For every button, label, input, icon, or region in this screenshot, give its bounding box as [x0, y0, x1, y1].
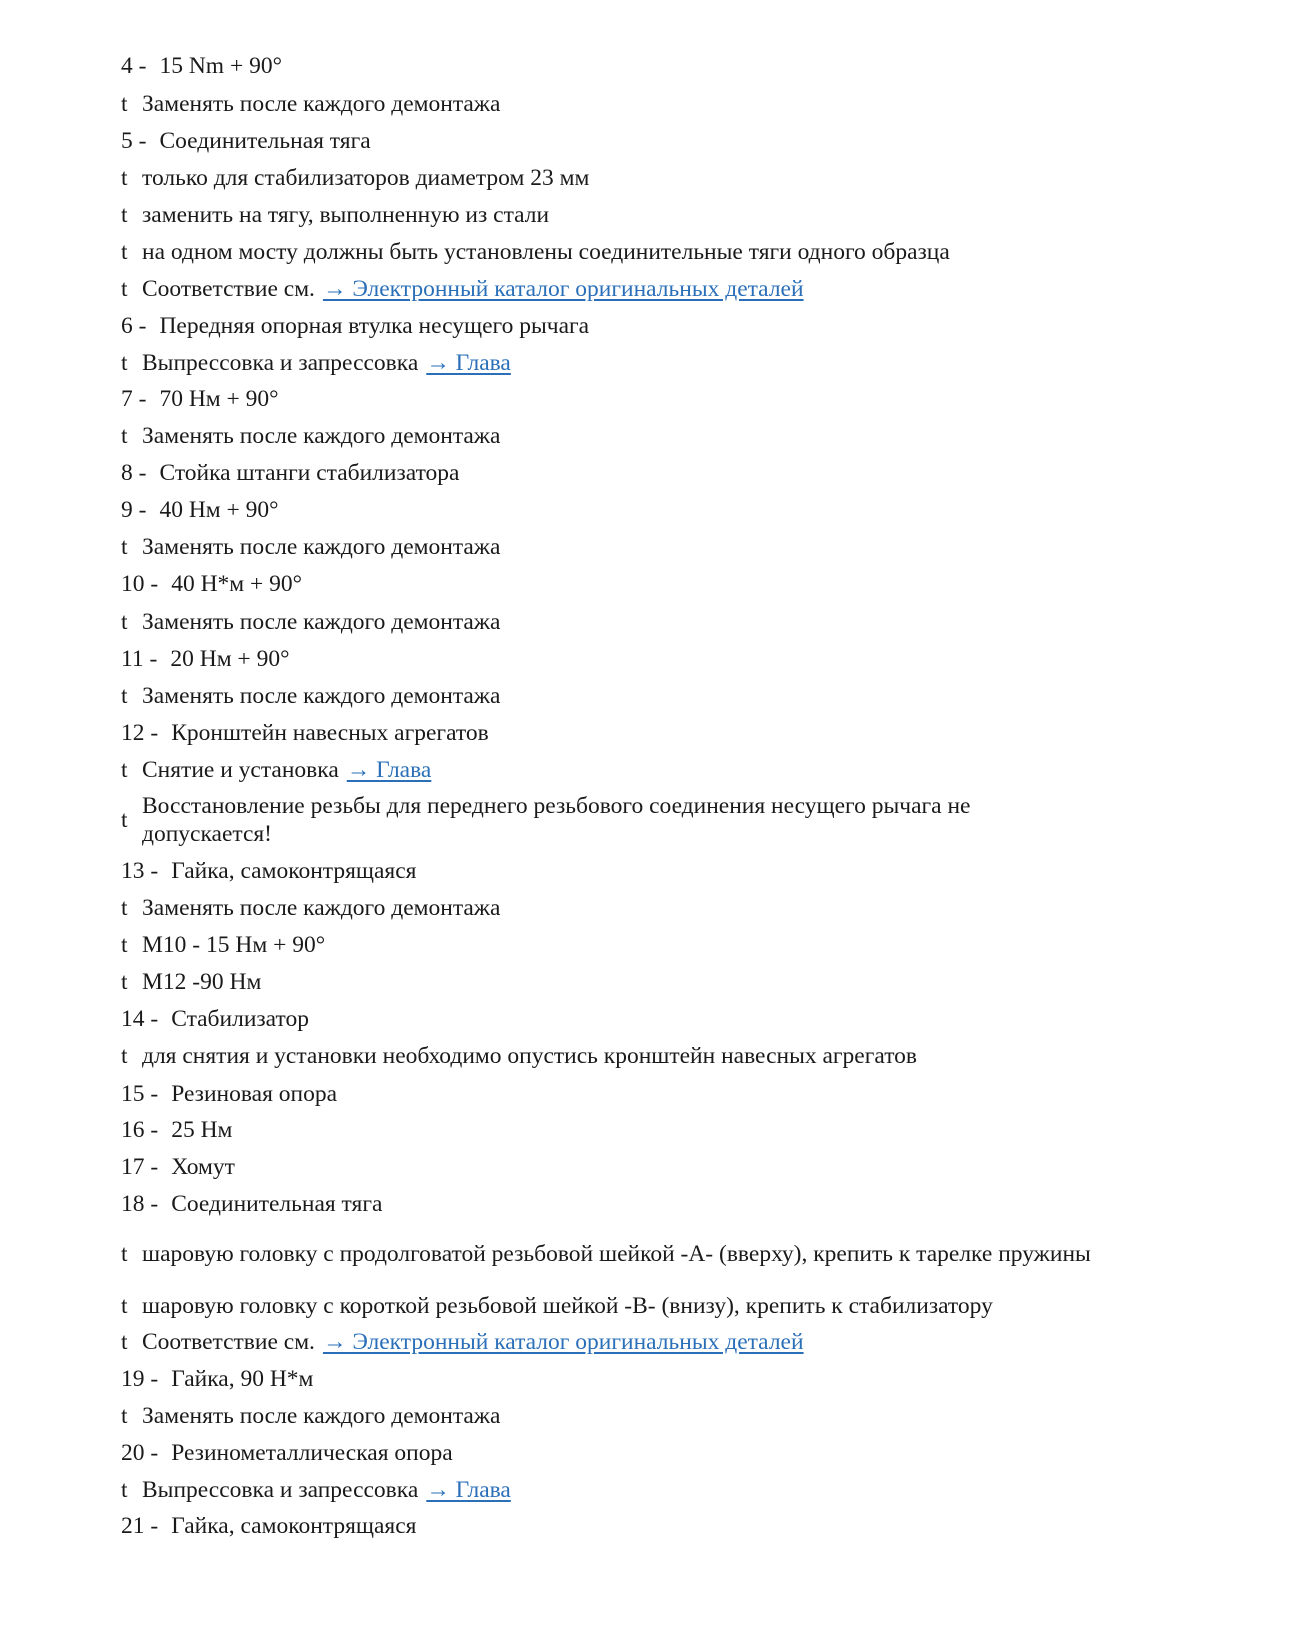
item-text: Заменять после каждого демонтажа: [142, 90, 501, 117]
list-item-numbered: [121, 569, 1131, 599]
item-text: Соответствие см.: [142, 275, 315, 302]
item-number: 17 -: [121, 1153, 159, 1180]
list-item-bullet: [121, 791, 1131, 849]
item-number: 7 -: [121, 385, 147, 412]
item-text: Выпрессовка и запрессовка: [142, 349, 419, 376]
list-item-bullet: [121, 1225, 1131, 1283]
list-item-numbered: [121, 644, 1131, 674]
item-text: 15 Nm + 90°: [159, 52, 282, 79]
item-text: Заменять после каждого демонтажа: [142, 894, 501, 921]
bullet-marker: t: [121, 1476, 128, 1503]
bullet-marker: t: [121, 1402, 128, 1429]
item-text: для снятия и установки необходимо опустись кронштейн навесных агрегатов: [142, 1042, 918, 1069]
list-item-numbered: [121, 1152, 1131, 1182]
item-text: Гайка, 90 Н*м: [171, 1365, 314, 1392]
item-text: Заменять после каждого демонтажа: [142, 1402, 501, 1429]
list-item-numbered: [121, 718, 1131, 748]
list-item-bullet: [121, 200, 1131, 230]
item-text: Восстановление резьбы для переднего резьбового соединения несущего рычага не допускается!: [142, 792, 971, 847]
bullet-marker: t: [121, 894, 128, 921]
item-text: Соединительная тяга: [159, 127, 371, 154]
list-item-bullet: [121, 163, 1131, 193]
list-item-bullet: [121, 421, 1131, 451]
list-item-numbered: [121, 1189, 1131, 1219]
item-number: 6 -: [121, 312, 147, 339]
list-item-bullet: [121, 967, 1131, 997]
item-number: 19 -: [121, 1365, 159, 1392]
reference-link[interactable]: → Электронный каталог оригинальных деталей: [322, 1328, 804, 1355]
bullet-marker: t: [121, 90, 128, 117]
item-text: Кронштейн навесных агрегатов: [171, 719, 489, 746]
list-item-bullet: [121, 1475, 1131, 1505]
item-number: 12 -: [121, 719, 159, 746]
bullet-marker: t: [121, 1042, 128, 1069]
item-number: 4 -: [121, 52, 147, 79]
reference-link[interactable]: → Глава: [346, 756, 432, 783]
item-number: 14 -: [121, 1005, 159, 1032]
bullet-marker: t: [121, 1292, 128, 1319]
list-item-numbered: [121, 1438, 1131, 1468]
bullet-marker: t: [121, 164, 128, 191]
item-text: Выпрессовка и запрессовка: [142, 1476, 419, 1503]
list-item-bullet: [121, 1291, 1131, 1321]
item-text: Стабилизатор: [171, 1005, 309, 1032]
item-text: Хомут: [171, 1153, 235, 1180]
item-number: 20 -: [121, 1439, 159, 1466]
bullet-marker: t: [121, 608, 128, 635]
item-text: M12 -90 Нм: [142, 968, 262, 995]
item-text: шаровую головку с короткой резьбовой шейкой -B- (внизу), крепить к стабилизатору: [142, 1292, 993, 1319]
list-item-numbered: [121, 1364, 1131, 1394]
list-item-numbered: [121, 126, 1131, 156]
list-item-numbered: [121, 1079, 1131, 1109]
list-item-bullet: [121, 1401, 1131, 1431]
list-item-numbered: [121, 1511, 1131, 1541]
bullet-marker: t: [121, 756, 128, 783]
item-number: 16 -: [121, 1116, 159, 1143]
bullet-marker: t: [121, 806, 128, 833]
bullet-marker: t: [121, 422, 128, 449]
list-item-bullet: [121, 89, 1131, 119]
bullet-marker: t: [121, 682, 128, 709]
list-item-bullet: [121, 532, 1131, 562]
list-item-bullet: [121, 681, 1131, 711]
item-text: заменить на тягу, выполненную из стали: [142, 201, 550, 228]
reference-link[interactable]: → Глава: [426, 1476, 511, 1503]
item-text: Заменять после каждого демонтажа: [142, 608, 501, 635]
item-text: 40 Нм + 90°: [159, 496, 279, 523]
list-item-bullet: [121, 1041, 1131, 1071]
item-text: Заменять после каждого демонтажа: [142, 682, 501, 709]
item-text: 20 Нм + 90°: [170, 645, 290, 672]
list-item-numbered: [121, 1004, 1131, 1034]
item-number: 9 -: [121, 496, 147, 523]
bullet-marker: t: [121, 1328, 128, 1355]
bullet-marker: t: [121, 1240, 128, 1267]
item-text: на одном мосту должны быть установлены соединительные тяги одного образца: [142, 238, 950, 265]
item-number: 10 -: [121, 570, 159, 597]
item-text: Резинометаллическая опора: [171, 1439, 453, 1466]
item-text: Гайка, самоконтрящаяся: [171, 1512, 417, 1539]
item-text: Передняя опорная втулка несущего рычага: [159, 312, 590, 339]
item-text: Снятие и установка: [142, 756, 339, 783]
list-item-bullet: [121, 930, 1131, 960]
bullet-marker: t: [121, 968, 128, 995]
item-text: 70 Нм + 90°: [159, 385, 279, 412]
bullet-marker: t: [121, 275, 128, 302]
item-number: 11 -: [121, 645, 158, 672]
item-text: только для стабилизаторов диаметром 23 мм: [142, 164, 590, 191]
bullet-marker: t: [121, 931, 128, 958]
list-item-numbered: [121, 51, 1131, 81]
bullet-marker: t: [121, 238, 128, 265]
item-number: 21 -: [121, 1512, 159, 1539]
list-item-numbered: [121, 311, 1131, 341]
bullet-marker: t: [121, 349, 128, 376]
item-text: 40 Н*м + 90°: [171, 570, 303, 597]
list-item-bullet: [121, 237, 1131, 267]
list-item-bullet: [121, 348, 1131, 378]
list-item-bullet: [121, 755, 1131, 785]
item-text: 25 Нм: [171, 1116, 233, 1143]
item-number: 8 -: [121, 459, 147, 486]
item-text: Соединительная тяга: [171, 1190, 383, 1217]
item-text: Заменять после каждого демонтажа: [142, 533, 501, 560]
list-item-numbered: [121, 495, 1131, 525]
list-item-numbered: [121, 384, 1131, 414]
item-number: 15 -: [121, 1080, 159, 1107]
item-number: 18 -: [121, 1190, 159, 1217]
item-text: M10 - 15 Нм + 90°: [142, 931, 326, 958]
list-item-bullet: [121, 1327, 1131, 1357]
list-item-bullet: [121, 607, 1131, 637]
item-text: Гайка, самоконтрящаяся: [171, 857, 417, 884]
list-item-numbered: [121, 458, 1131, 488]
list-item-bullet: [121, 274, 1131, 304]
item-number: 5 -: [121, 127, 147, 154]
item-text: шаровую головку с продолговатой резьбовой шейкой -A- (вверху), крепить к тарелке пружины: [142, 1240, 1091, 1267]
item-text: Соответствие см.: [142, 1328, 315, 1355]
item-text: Резиновая опора: [171, 1080, 338, 1107]
list-item-numbered: [121, 856, 1131, 886]
list-item-bullet: [121, 893, 1131, 923]
reference-link[interactable]: → Глава: [426, 349, 511, 376]
bullet-marker: t: [121, 201, 128, 228]
item-text: Заменять после каждого демонтажа: [142, 422, 501, 449]
list-item-numbered: [121, 1115, 1131, 1145]
reference-link[interactable]: → Электронный каталог оригинальных деталей: [322, 275, 804, 302]
item-number: 13 -: [121, 857, 159, 884]
bullet-marker: t: [121, 533, 128, 560]
item-text: Стойка штанги стабилизатора: [159, 459, 460, 486]
